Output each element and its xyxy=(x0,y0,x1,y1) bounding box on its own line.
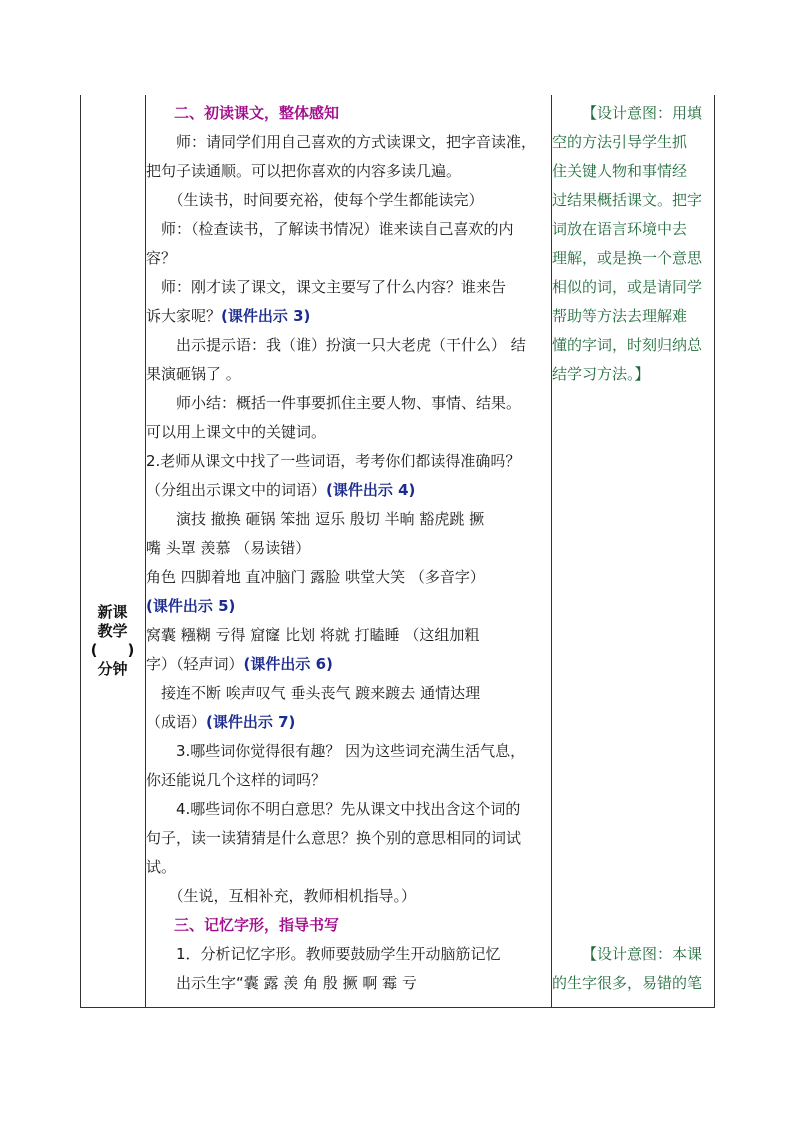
design-intent-line: 词放在语言环境中去 xyxy=(552,220,688,238)
paragraph-line: 师：请同学们用自己喜欢的方式读课文，把字音读准， xyxy=(146,133,537,151)
section-label-cell xyxy=(80,95,145,1007)
paragraph-line: （分组出示课文中的词语）(课件出示 4) xyxy=(146,481,416,499)
design-intent-line: 懂的字词，时刻归纳总 xyxy=(552,336,703,354)
paragraph-line: 师小结：概括一件事要抓住主要人物、事情、结果。 xyxy=(146,394,522,412)
word-list-line: 字）（轻声词）(课件出示 6) xyxy=(146,655,333,673)
heading-character-memory: 三、记忆字形，指导书写 xyxy=(174,916,340,934)
paragraph-line: 1．分析记忆字形。教师要鼓励学生开动脑筋记忆 xyxy=(146,945,501,963)
design-intent-line: 过结果概括课文。把字 xyxy=(552,191,703,209)
design-intent-line: 住关键人物和事情经 xyxy=(552,162,688,180)
heading-initial-reading: 二、初读课文，整体感知 xyxy=(174,104,340,122)
question-line: 3.哪些词你觉得很有趣？ 因为这些词充满生活气息， xyxy=(146,742,526,760)
paragraph-line: 诉大家呢？(课件出示 3) xyxy=(146,307,311,325)
word-list-line: 角色 四脚着地 直冲脑门 露脸 哄堂大笑 （多音字） xyxy=(146,568,485,586)
paragraph-line: 师：（检查读书，了解读书情况）谁来读自己喜欢的内 xyxy=(146,220,514,238)
courseware-note: (课件出示 3) xyxy=(221,307,311,325)
design-intent-line: 结学习方法。】 xyxy=(552,365,650,383)
paragraph-line: 师：刚才读了课文，课文主要写了什么内容？谁来告 xyxy=(146,278,507,296)
paragraph-line: 出示提示语：我（谁）扮演一只大老虎（干什么） 结 xyxy=(146,336,526,354)
word-list-line: 演技 撤换 砸锅 笨拙 逗乐 殷切 半晌 豁虎跳 撅 xyxy=(146,510,485,528)
lesson-content-cell xyxy=(146,95,551,1007)
paragraph-line: 出示生字“囊 露 羡 角 殷 撅 啊 霉 亏 xyxy=(146,974,417,992)
word-list-line: （成语）(课件出示 7) xyxy=(146,713,296,731)
word-list-line: 窝囊 糨糊 亏得 窟窿 比划 将就 打瞌睡 （这组加粗 xyxy=(146,626,480,644)
courseware-note: (课件出示 4) xyxy=(326,481,416,499)
paragraph-line: （生说，互相补充，教师相机指导。） xyxy=(146,887,417,905)
courseware-note: (课件出示 7) xyxy=(206,713,296,731)
question-line: 试。 xyxy=(146,858,177,876)
design-intent-line: 相似的词，或是请同学 xyxy=(552,278,703,296)
design-intent-line: 的生字很多，易错的笔 xyxy=(552,974,703,992)
paragraph-line: 2.老师从课文中找了一些词语，考考你们都读得准确吗？ xyxy=(146,452,521,470)
design-intent-line: 理解，或是换一个意思 xyxy=(552,249,703,267)
paragraph-line: 可以用上课文中的关键词。 xyxy=(146,423,327,441)
paragraph-line: 把句子读通顺。可以把你喜欢的内容多读几遍。 xyxy=(146,162,462,180)
paragraph-line: 果演砸锅了 。 xyxy=(146,365,241,383)
question-line: 4.哪些词你不明白意思？先从课文中找出含这个词的 xyxy=(146,800,521,818)
design-intent-line: 【设计意图：本课 xyxy=(582,945,703,963)
word-list-line: 接连不断 唉声叹气 垂头丧气 踱来踱去 通情达理 xyxy=(146,684,481,702)
design-intent-line: 空的方法引导学生抓 xyxy=(552,133,688,151)
question-line: 你还能说几个这样的词吗？ xyxy=(146,771,327,789)
courseware-note: (课件出示 6) xyxy=(243,655,333,673)
courseware-note: (课件出示 5) xyxy=(146,597,236,615)
question-line: 句子，读一读猜猜是什么意思？换个别的意思相同的词试 xyxy=(146,829,522,847)
paragraph-line: （生读书，时间要充裕，使每个学生都能读完） xyxy=(146,191,484,209)
section-label: 新课 教学 ( ) 分钟 xyxy=(90,603,135,678)
design-intent-cell xyxy=(552,95,712,1007)
design-intent-line: 【设计意图：用填 xyxy=(582,104,703,122)
paragraph-line: 容？ xyxy=(146,249,177,267)
word-list-line: 嘴 头罩 羡慕 （易读错） xyxy=(146,539,311,557)
design-intent-line: 帮助等方法去理解难 xyxy=(552,307,688,325)
